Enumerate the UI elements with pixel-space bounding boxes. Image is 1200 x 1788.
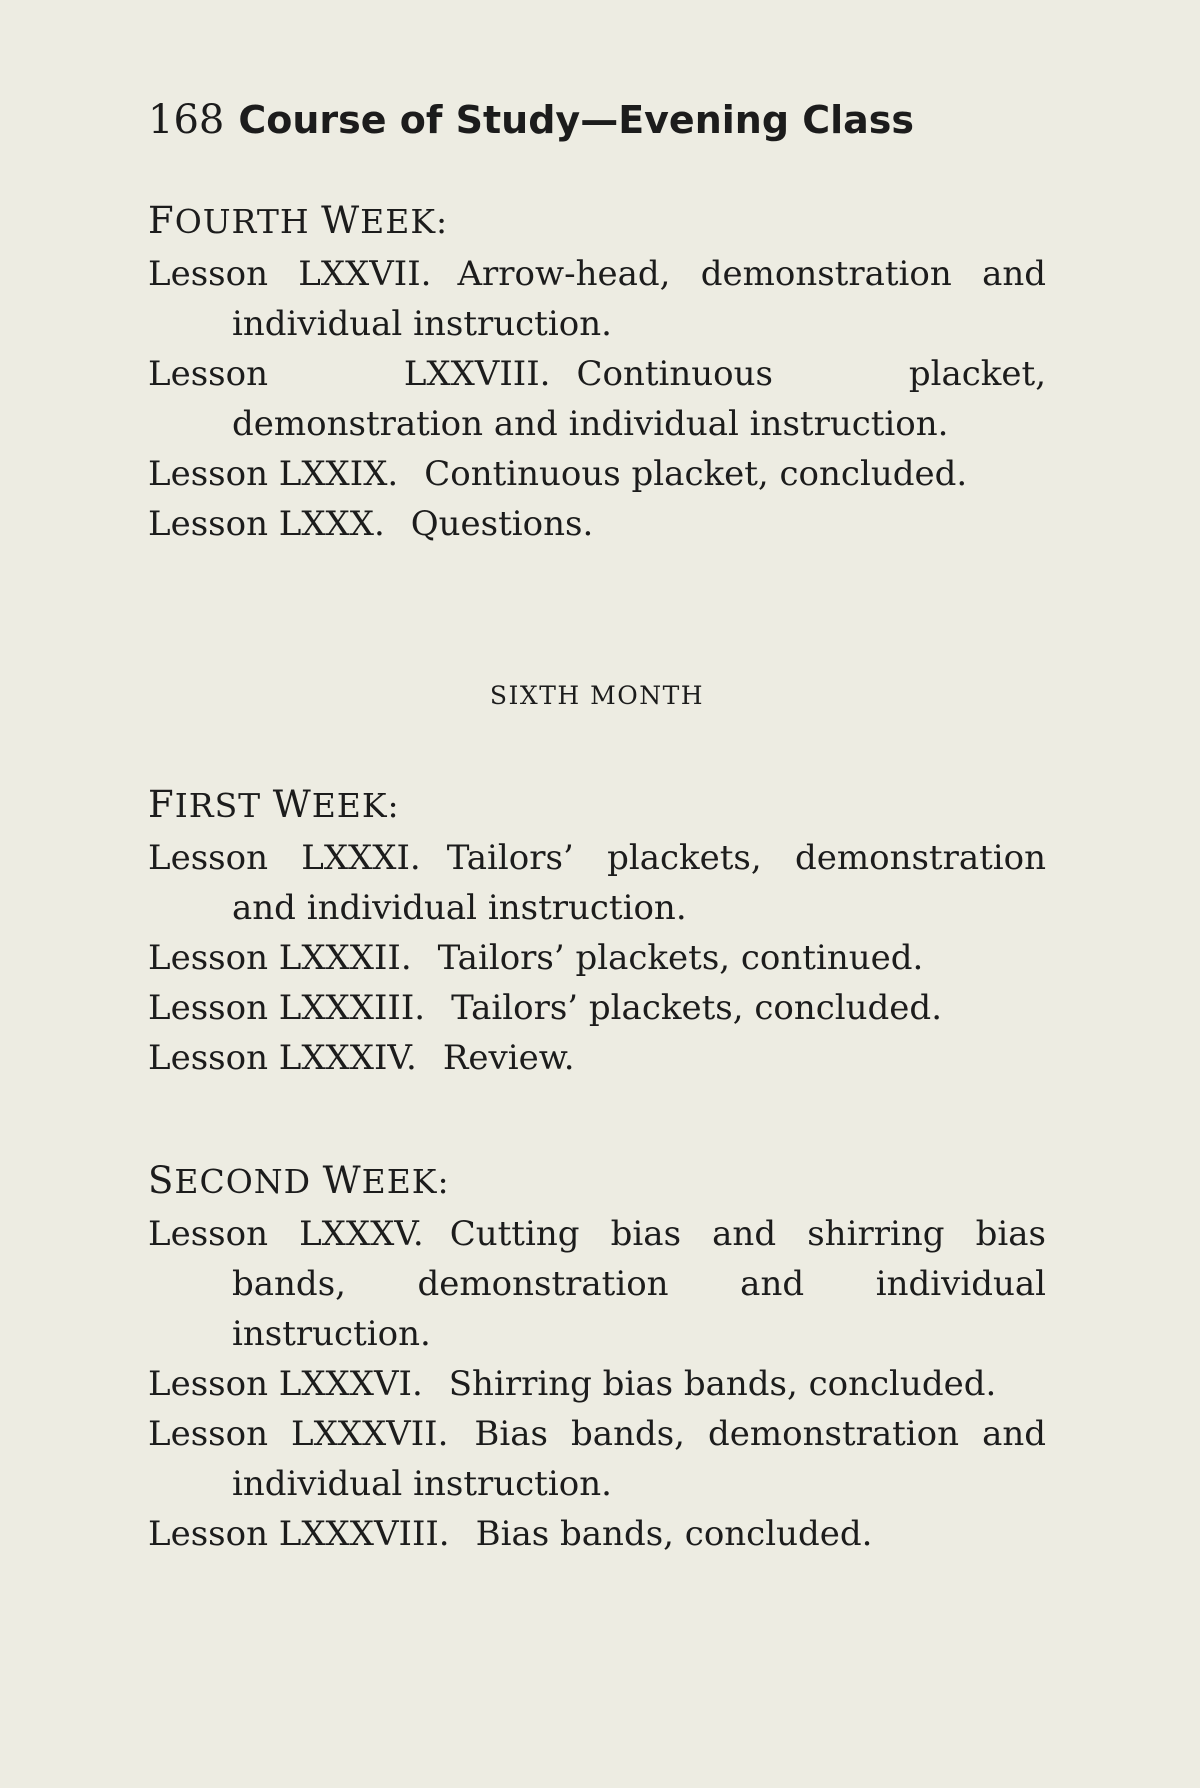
heading-initial: F [148, 199, 175, 242]
heading-initial: W [272, 783, 312, 826]
lesson-entry [148, 833, 1046, 933]
first-week-section [148, 780, 1046, 1083]
lesson-text: Cutting bias and shirring bias bands, demonstration and individual instruction. [232, 1214, 1046, 1354]
lesson-entry [148, 983, 1046, 1033]
lesson-entry [148, 449, 1046, 499]
heading-initial: S [148, 1159, 175, 1202]
lesson-text: Continuous placket, demonstration and individual instruction. [232, 354, 1046, 444]
heading-initial: F [148, 783, 175, 826]
lesson-number: Lesson LXXX. [148, 504, 385, 544]
lesson-text: Questions. [410, 504, 594, 544]
heading-rest: ECOND [174, 1162, 323, 1201]
heading-rest: EEK: [311, 786, 400, 825]
lesson-text: Tailors’ plackets, concluded. [451, 988, 943, 1028]
month-heading-block [148, 676, 1046, 716]
lesson-number: Lesson LXXIX. [148, 454, 399, 494]
lesson-text: Bias bands, concluded. [475, 1514, 873, 1554]
lesson-text: Arrow-head, demonstration and individual instruction. [232, 254, 1046, 344]
month-heading: SIXTH MONTH [489, 681, 705, 710]
lesson-entry [148, 1509, 1046, 1559]
lesson-entry [148, 1033, 1046, 1083]
lesson-text: Continuous placket, concluded. [424, 454, 968, 494]
week-heading [148, 1156, 1046, 1207]
lesson-text: Tailors’ plackets, demonstration and individual instruction. [232, 838, 1047, 928]
running-head [148, 96, 914, 144]
lesson-entry [148, 933, 1046, 983]
heading-initial: W [321, 199, 361, 242]
lesson-entry [148, 349, 1046, 449]
heading-rest: IRST [174, 786, 273, 825]
lesson-entry [148, 1209, 1046, 1359]
lesson-text: Bias bands, demonstration and individual instruction. [232, 1414, 1047, 1504]
lesson-number: Lesson LXXVIII. [148, 354, 551, 394]
lesson-text: Shirring bias bands, concluded. [448, 1364, 997, 1404]
second-week-section [148, 1156, 1046, 1559]
lesson-text: Tailors’ plackets, continued. [437, 938, 924, 978]
lesson-number: Lesson LXXXI. [148, 838, 421, 878]
heading-rest: EEK: [360, 202, 449, 241]
lesson-number: Lesson LXXXIII. [148, 988, 426, 1028]
lesson-number: Lesson LXXXVI. [148, 1364, 423, 1404]
lesson-entry [148, 249, 1046, 349]
lesson-number: Lesson LXXXVII. [148, 1414, 449, 1454]
page-number: 168 [148, 97, 225, 143]
lesson-number: Lesson LXXXIV. [148, 1038, 417, 1078]
lesson-number: Lesson LXXVII. [148, 254, 432, 294]
running-head-title: Course of Study—Evening Class [238, 98, 915, 142]
lesson-text: Review. [442, 1038, 575, 1078]
lesson-number: Lesson LXXXV. [148, 1214, 424, 1254]
fourth-week-section [148, 196, 1046, 549]
week-heading [148, 196, 1046, 247]
heading-initial: W [322, 1159, 362, 1202]
heading-rest: OURTH [174, 202, 322, 241]
week-heading [148, 780, 1046, 831]
lesson-number: Lesson LXXXVIII. [148, 1514, 450, 1554]
lesson-entry [148, 499, 1046, 549]
lesson-entry [148, 1409, 1046, 1509]
lesson-entry [148, 1359, 1046, 1409]
lesson-number: Lesson LXXXII. [148, 938, 412, 978]
heading-rest: EEK: [361, 1162, 450, 1201]
